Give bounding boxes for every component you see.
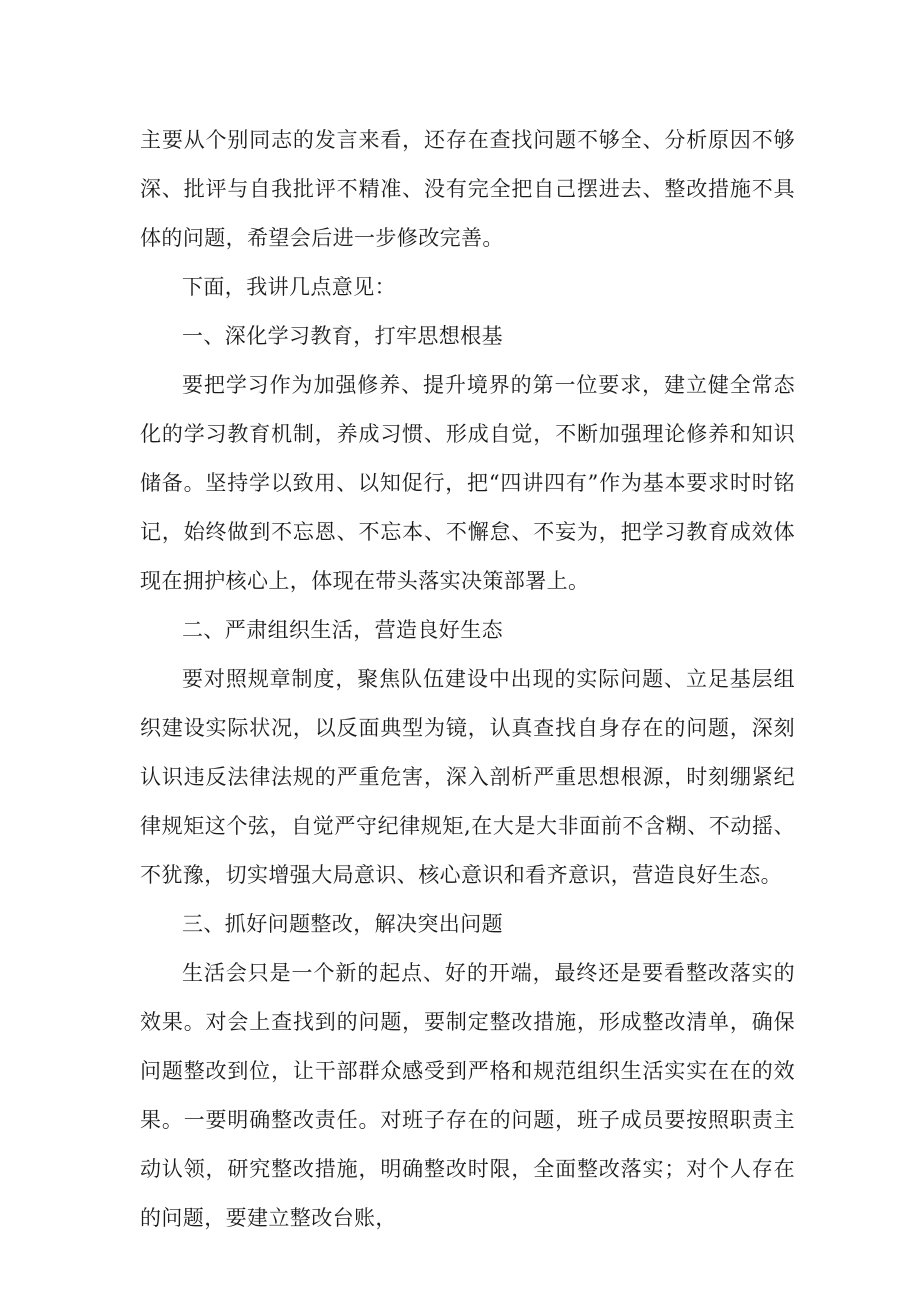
section-heading-1: 一、深化学习教育，打牢思想根基 [182, 324, 503, 348]
paragraph-section-2: 要对照规章制度，聚焦队伍建设中出现的实际问题、立足基层组织建设实际状况，以反面典型为镜，认真查找自身存在的问题，深刻认识违反法律法规的严重危害，深入剖析严重思想根源，时刻绷紧纪律规矩这个弦，自觉严守纪律规矩,在大是大非面前不含糊、不动摇、不犹豫，切实增强大局意识、核心意识和看齐意识，营造良好生态。 [140, 667, 795, 887]
section-heading-3: 三、抓好问题整改，解决突出问题 [182, 912, 503, 936]
section-heading-2: 二、严肃组织生活，营造良好生态 [182, 618, 503, 642]
paragraph-intro: 主要从个别同志的发言来看，还存在查找问题不够全、分析原因不够深、批评与自我批评不精准、没有完全把自己摆进去、整改措施不具体的问题，希望会后进一步修改完善。 [140, 128, 795, 250]
paragraph-lead: 下面，我讲几点意见： [182, 275, 396, 299]
paragraph-section-3: 生活会只是一个新的起点、好的开端，最终还是要看整改落实的效果。对会上查找到的问题，要制定整改措施，形成整改清单，确保问题整改到位，让干部群众感受到严格和规范组织生活实实在在的效果。一要明确整改责任。对班子存在的问题，班子成员要按照职责主动认领，研究整改措施，明确整改时限，全面整改落实；对个人存在的问题，要建立整改台账， [140, 961, 795, 1230]
paragraph-section-1: 要把学习作为加强修养、提升境界的第一位要求，建立健全常态化的学习教育机制，养成习惯、形成自觉，不断加强理论修养和知识储备。坚持学以致用、以知促行，把“四讲四有”作为基本要求时时铭记，始终做到不忘恩、不忘本、不懈怠、不妄为，把学习教育成效体现在拥护核心上，体现在带头落实决策部署上。 [140, 373, 795, 593]
document-page [140, 116, 795, 1243]
